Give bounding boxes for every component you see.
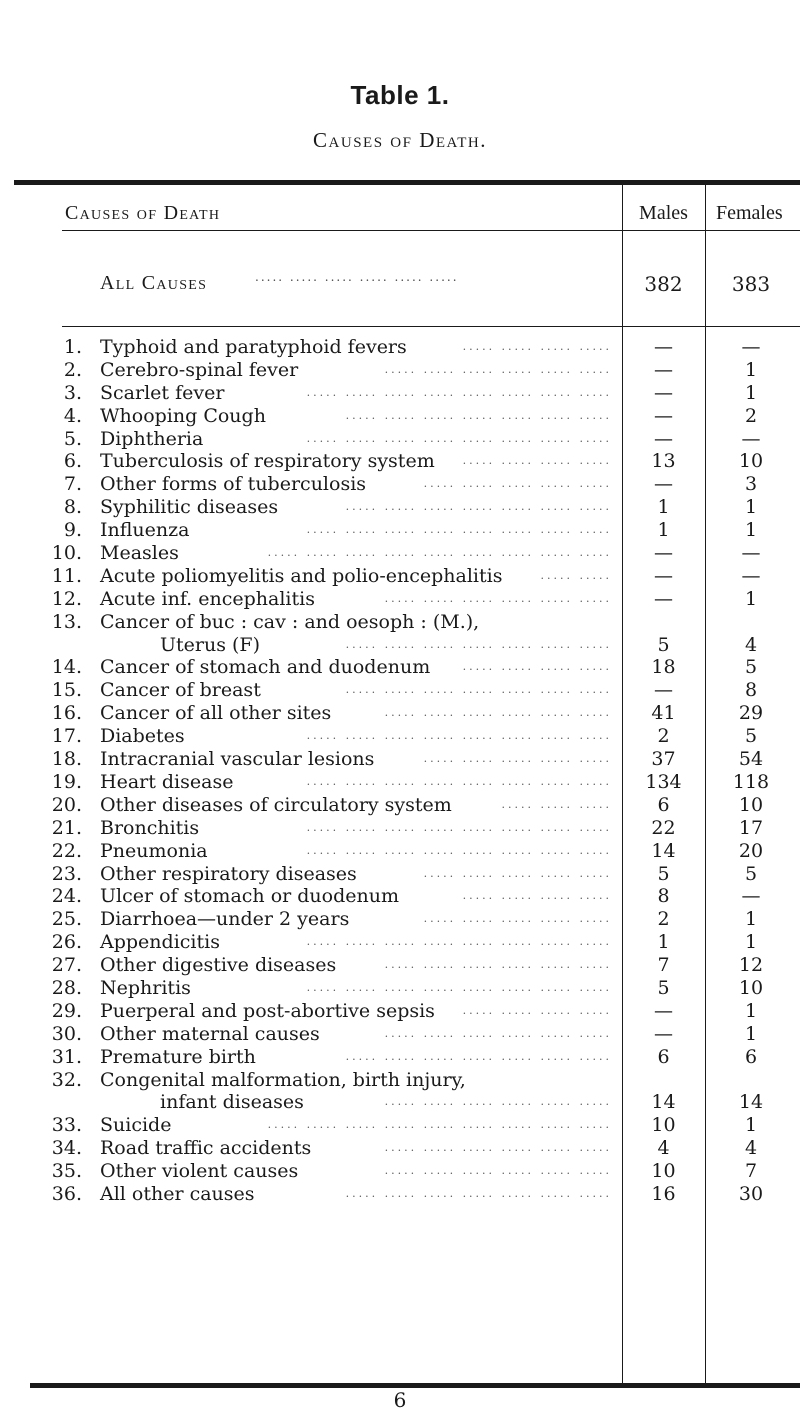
males-count: 1 bbox=[657, 496, 670, 519]
males-count: 8 bbox=[657, 885, 670, 908]
cause-label: Diarrhoea—under 2 years bbox=[100, 908, 350, 931]
dot-leader: ..... ..... ..... ..... ..... ..... ..... ..... ..... bbox=[267, 1118, 612, 1132]
table-row bbox=[0, 725, 800, 748]
table-row bbox=[0, 496, 800, 519]
dot-leader: ..... ..... ..... ..... ..... ..... bbox=[384, 1164, 612, 1178]
row-number: 17. bbox=[51, 725, 82, 748]
cause-label: Scarlet fever bbox=[100, 381, 225, 404]
row-number: 20. bbox=[51, 793, 82, 816]
males-count: 10 bbox=[651, 1114, 676, 1137]
row-number: 15. bbox=[51, 679, 82, 702]
table-row bbox=[0, 656, 800, 679]
row-number: 11. bbox=[51, 564, 82, 587]
females-count: 10 bbox=[738, 976, 764, 999]
table-subtitle: Causes of Death. bbox=[313, 128, 487, 152]
row-number: 4. bbox=[63, 404, 82, 427]
males-count: — bbox=[654, 473, 673, 496]
females-count: 12 bbox=[738, 954, 764, 977]
males-count: 5 bbox=[657, 976, 670, 999]
table-row bbox=[0, 473, 800, 496]
cause-label: Intracranial vascular lesions bbox=[100, 748, 375, 771]
dot-leader: ..... ..... ..... ..... ..... ..... ..... ..... bbox=[306, 385, 612, 399]
dot-leader: ..... ..... ..... ..... bbox=[462, 454, 612, 468]
dot-leader: ..... ..... ..... ..... ..... ..... ..... ..... ..... bbox=[267, 546, 612, 560]
males-count: — bbox=[654, 404, 673, 427]
males-count: 1 bbox=[657, 931, 670, 954]
cause-label: Cancer of buc : cav : and oesoph : (M.), bbox=[100, 610, 480, 633]
table-row bbox=[0, 885, 800, 908]
cause-label: Measles bbox=[100, 542, 179, 565]
dot-leader: ..... ..... ..... ..... ..... ..... ..... bbox=[345, 1186, 612, 1200]
cause-label: Other diseases of circulatory system bbox=[100, 793, 452, 816]
table-row bbox=[0, 405, 800, 428]
row-number: 9. bbox=[63, 519, 82, 542]
cause-label: Cancer of stomach and duodenum bbox=[100, 656, 431, 679]
cause-label-continued: infant diseases bbox=[160, 1091, 304, 1114]
males-count: 1 bbox=[657, 519, 670, 542]
dot-leader: ..... ..... ..... ..... ..... ..... ..... ..... bbox=[306, 774, 612, 788]
females-count: 8 bbox=[744, 679, 758, 702]
females-count: 4 bbox=[744, 633, 758, 656]
males-count: 2 bbox=[657, 725, 670, 748]
row-number: 6. bbox=[63, 450, 82, 473]
cause-label: Cancer of breast bbox=[100, 679, 261, 702]
dot-leader: ..... ..... ..... ..... ..... ..... ..... ..... bbox=[306, 980, 612, 994]
females-count: 7 bbox=[744, 1160, 758, 1183]
row-number: 16. bbox=[51, 702, 82, 725]
males-count: 13 bbox=[651, 450, 676, 473]
dot-leader: ..... ..... ..... ..... bbox=[462, 340, 612, 353]
dot-leader: ..... ..... ..... ..... ..... ..... bbox=[384, 1141, 612, 1155]
row-number: 5. bbox=[63, 427, 82, 450]
cause-label: All other causes bbox=[100, 1182, 255, 1205]
header-females: Females bbox=[716, 202, 783, 224]
dot-leader: ..... ..... ..... ..... ..... ..... ..... bbox=[345, 500, 612, 514]
males-count: — bbox=[654, 999, 673, 1022]
table-row bbox=[0, 1183, 800, 1206]
row-number: 14. bbox=[51, 656, 82, 679]
table-row bbox=[0, 1137, 800, 1160]
table-row bbox=[0, 611, 800, 657]
row-number: 7. bbox=[63, 473, 82, 496]
table-row bbox=[0, 382, 800, 405]
dot-leader: ..... ..... ..... bbox=[501, 797, 612, 811]
dot-leader: ..... ..... ..... ..... bbox=[462, 1003, 612, 1017]
males-count: 5 bbox=[657, 633, 670, 656]
cause-label-continued: Uterus (F) bbox=[160, 633, 261, 656]
males-count: 5 bbox=[657, 862, 670, 885]
top-rule bbox=[14, 180, 800, 185]
dot-leader: ..... ..... ..... ..... ..... bbox=[423, 866, 612, 880]
row-number: 24. bbox=[51, 885, 82, 908]
females-count: 54 bbox=[738, 748, 764, 771]
all-causes-rule bbox=[62, 326, 800, 327]
row-number: 1. bbox=[63, 336, 82, 358]
table-row bbox=[0, 450, 800, 473]
row-number: 27. bbox=[51, 954, 82, 977]
females-count: 1 bbox=[744, 496, 758, 519]
males-count: 41 bbox=[651, 702, 676, 725]
females-count: 1 bbox=[744, 999, 758, 1022]
males-count: — bbox=[654, 1022, 673, 1045]
females-count: 1 bbox=[744, 931, 758, 954]
table-row bbox=[0, 1000, 800, 1023]
row-number: 12. bbox=[51, 587, 82, 610]
table-row bbox=[0, 794, 800, 817]
females-count: 14 bbox=[738, 1091, 764, 1114]
cause-label: Other forms of tuberculosis bbox=[100, 473, 367, 496]
row-number: 29. bbox=[51, 999, 82, 1022]
all-causes-label: All Causes bbox=[100, 272, 208, 294]
males-count: 134 bbox=[645, 770, 682, 793]
row-number: 32. bbox=[51, 1068, 82, 1091]
males-count: — bbox=[654, 381, 673, 404]
males-count: 18 bbox=[651, 656, 676, 679]
row-number: 22. bbox=[51, 839, 82, 862]
header-males: Males bbox=[639, 202, 688, 224]
males-count: — bbox=[654, 358, 673, 381]
cause-label: Bronchitis bbox=[100, 816, 200, 839]
females-count: 29 bbox=[738, 702, 764, 725]
cause-label: Pneumonia bbox=[100, 839, 208, 862]
females-count: 5 bbox=[744, 862, 758, 885]
all-causes-males: 382 bbox=[644, 272, 683, 296]
table-row bbox=[0, 702, 800, 725]
males-count: 4 bbox=[657, 1137, 670, 1160]
cause-label: Nephritis bbox=[100, 976, 191, 999]
row-number: 19. bbox=[51, 770, 82, 793]
dot-leader: ..... ..... ..... ..... ..... ..... ..... ..... bbox=[306, 523, 612, 537]
header-rule bbox=[62, 230, 800, 231]
table-row bbox=[0, 1023, 800, 1046]
dot-leader: ..... ..... ..... ..... ..... bbox=[423, 912, 612, 926]
cause-label: Diabetes bbox=[100, 725, 185, 748]
dot-leader: ..... ..... ..... ..... ..... ..... ..... bbox=[345, 408, 612, 422]
males-count: — bbox=[654, 679, 673, 702]
dot-leader: ..... ..... ..... ..... ..... bbox=[423, 477, 612, 491]
row-number: 21. bbox=[51, 816, 82, 839]
row-number: 33. bbox=[51, 1114, 82, 1137]
dot-leader: ..... ..... ..... ..... bbox=[462, 889, 612, 903]
row-number: 8. bbox=[63, 496, 82, 519]
females-count: 3 bbox=[744, 473, 758, 496]
females-count: 1 bbox=[744, 381, 758, 404]
dot-leader: ..... ..... ..... ..... ..... ..... ..... ..... bbox=[306, 935, 612, 949]
row-number: 30. bbox=[51, 1022, 82, 1045]
dot-leader: ..... ..... ..... ..... ..... ..... bbox=[384, 958, 612, 972]
females-count: 2 bbox=[744, 404, 758, 427]
females-count: 1 bbox=[744, 908, 758, 931]
all-causes-leader: ..... ..... ..... ..... ..... ..... bbox=[255, 270, 459, 284]
females-count: 1 bbox=[744, 519, 758, 542]
row-number: 35. bbox=[51, 1160, 82, 1183]
cause-label: Other respiratory diseases bbox=[100, 862, 357, 885]
row-number: 26. bbox=[51, 931, 82, 954]
cause-label: Acute inf. encephalitis bbox=[100, 587, 315, 610]
males-count: — bbox=[654, 587, 673, 610]
females-count: 1 bbox=[744, 1022, 758, 1045]
cause-label: Heart disease bbox=[100, 770, 234, 793]
row-number: 23. bbox=[51, 862, 82, 885]
table-row bbox=[0, 863, 800, 886]
row-number: 28. bbox=[51, 976, 82, 999]
row-number: 2. bbox=[63, 358, 82, 381]
cause-label: Tuberculosis of respiratory system bbox=[100, 450, 435, 473]
row-number: 18. bbox=[51, 748, 82, 771]
cause-label: Suicide bbox=[100, 1114, 172, 1137]
females-count: 17 bbox=[738, 816, 764, 839]
cause-label: Puerperal and post-abortive sepsis bbox=[100, 999, 435, 1022]
females-count: 4 bbox=[744, 1137, 758, 1160]
table-row bbox=[0, 1046, 800, 1069]
row-number: 34. bbox=[51, 1137, 82, 1160]
females-count: 5 bbox=[744, 725, 758, 748]
all-causes-row bbox=[0, 272, 800, 298]
cause-label: Road traffic accidents bbox=[100, 1137, 312, 1160]
dot-leader: ..... ..... ..... ..... ..... ..... bbox=[384, 362, 612, 376]
females-count: 1 bbox=[744, 587, 758, 610]
table-row bbox=[0, 954, 800, 977]
table-row bbox=[0, 908, 800, 931]
dot-leader: ..... ..... ..... ..... ..... ..... bbox=[384, 591, 612, 605]
females-count: 1 bbox=[744, 1114, 758, 1137]
males-count: — bbox=[654, 427, 673, 450]
dot-leader: ..... ..... ..... ..... ..... ..... ..... bbox=[345, 637, 612, 651]
table-row bbox=[0, 977, 800, 1000]
dot-leader: ..... ..... bbox=[540, 568, 612, 582]
females-count: 1 bbox=[744, 358, 758, 381]
females-count: — bbox=[741, 427, 761, 450]
females-count: — bbox=[741, 885, 761, 908]
females-count: — bbox=[741, 564, 761, 587]
table-row bbox=[0, 428, 800, 451]
males-count: — bbox=[654, 542, 673, 565]
row-number: 36. bbox=[51, 1182, 82, 1205]
table-row bbox=[0, 565, 800, 588]
cause-label: Diphtheria bbox=[100, 427, 204, 450]
header-causes: Causes of Death bbox=[65, 202, 221, 224]
cause-label: Acute poliomyelitis and polio-encephalitis bbox=[100, 564, 503, 587]
females-count: 118 bbox=[732, 770, 770, 793]
females-count: 20 bbox=[738, 839, 764, 862]
table-row bbox=[0, 519, 800, 542]
females-count: 30 bbox=[738, 1182, 764, 1205]
dot-leader: ..... ..... ..... ..... bbox=[462, 660, 612, 674]
cause-label: Other digestive diseases bbox=[100, 954, 337, 977]
males-count: 6 bbox=[657, 793, 670, 816]
cause-label: Ulcer of stomach or duodenum bbox=[100, 885, 399, 908]
dot-leader: ..... ..... ..... ..... ..... ..... ..... bbox=[345, 1049, 612, 1063]
dot-leader: ..... ..... ..... ..... ..... ..... ..... ..... bbox=[306, 843, 612, 857]
cause-label: Typhoid and paratyphoid fevers bbox=[100, 336, 407, 358]
table-row bbox=[0, 336, 800, 359]
table-row bbox=[0, 771, 800, 794]
dot-leader: ..... ..... ..... ..... ..... ..... ..... bbox=[345, 683, 612, 697]
cause-label: Cerebro-spinal fever bbox=[100, 358, 299, 381]
males-count: 37 bbox=[651, 748, 676, 771]
table-row bbox=[0, 1114, 800, 1137]
males-count: — bbox=[654, 564, 673, 587]
dot-leader: ..... ..... ..... ..... ..... ..... ..... ..... bbox=[306, 729, 612, 743]
table-row bbox=[0, 359, 800, 382]
table-row bbox=[0, 748, 800, 771]
males-count: 2 bbox=[657, 908, 670, 931]
cause-label: Syphilitic diseases bbox=[100, 496, 279, 519]
males-count: 16 bbox=[651, 1182, 676, 1205]
males-count: 22 bbox=[651, 816, 676, 839]
females-count: 10 bbox=[738, 793, 764, 816]
males-count: 14 bbox=[651, 839, 676, 862]
dot-leader: ..... ..... ..... ..... ..... ..... bbox=[384, 1095, 612, 1109]
table-title: Table 1. bbox=[350, 80, 450, 110]
dot-leader: ..... ..... ..... ..... ..... bbox=[423, 752, 612, 766]
males-count: 6 bbox=[657, 1045, 670, 1068]
females-count: 5 bbox=[744, 656, 758, 679]
table-row bbox=[0, 931, 800, 954]
row-number: 10. bbox=[51, 542, 82, 565]
dot-leader: ..... ..... ..... ..... ..... ..... bbox=[384, 1026, 612, 1040]
cause-label: Other maternal causes bbox=[100, 1022, 320, 1045]
cause-label: Other violent causes bbox=[100, 1160, 299, 1183]
males-count: 14 bbox=[651, 1091, 676, 1114]
dot-leader: ..... ..... ..... ..... ..... ..... ..... ..... bbox=[306, 431, 612, 445]
table-row bbox=[0, 588, 800, 611]
cause-label: Appendicitis bbox=[100, 931, 220, 954]
males-count: — bbox=[654, 336, 673, 358]
row-number: 25. bbox=[51, 908, 82, 931]
females-count: 10 bbox=[738, 450, 764, 473]
dot-leader: ..... ..... ..... ..... ..... ..... ..... ..... bbox=[306, 820, 612, 834]
table-row bbox=[0, 1069, 800, 1115]
cause-label: Premature birth bbox=[100, 1045, 256, 1068]
females-count: — bbox=[741, 336, 761, 358]
row-number: 3. bbox=[63, 381, 82, 404]
dot-leader: ..... ..... ..... ..... ..... ..... bbox=[384, 706, 612, 720]
row-number: 13. bbox=[51, 610, 82, 633]
females-count: — bbox=[741, 542, 761, 565]
males-count: 10 bbox=[651, 1160, 676, 1183]
row-number: 31. bbox=[51, 1045, 82, 1068]
cause-label: Congenital malformation, birth injury, bbox=[100, 1068, 466, 1091]
table-row bbox=[0, 817, 800, 840]
page-number: 6 bbox=[393, 1388, 407, 1412]
table-row bbox=[0, 840, 800, 863]
causes-table-body bbox=[0, 336, 800, 1206]
cause-label: Influenza bbox=[100, 519, 190, 542]
males-count: 7 bbox=[657, 954, 670, 977]
females-count: 6 bbox=[744, 1045, 758, 1068]
cause-label: Cancer of all other sites bbox=[100, 702, 332, 725]
cause-label: Whooping Cough bbox=[100, 404, 266, 427]
table-row bbox=[0, 542, 800, 565]
all-causes-females: 383 bbox=[731, 272, 771, 296]
table-row bbox=[0, 1160, 800, 1183]
table-row bbox=[0, 679, 800, 702]
